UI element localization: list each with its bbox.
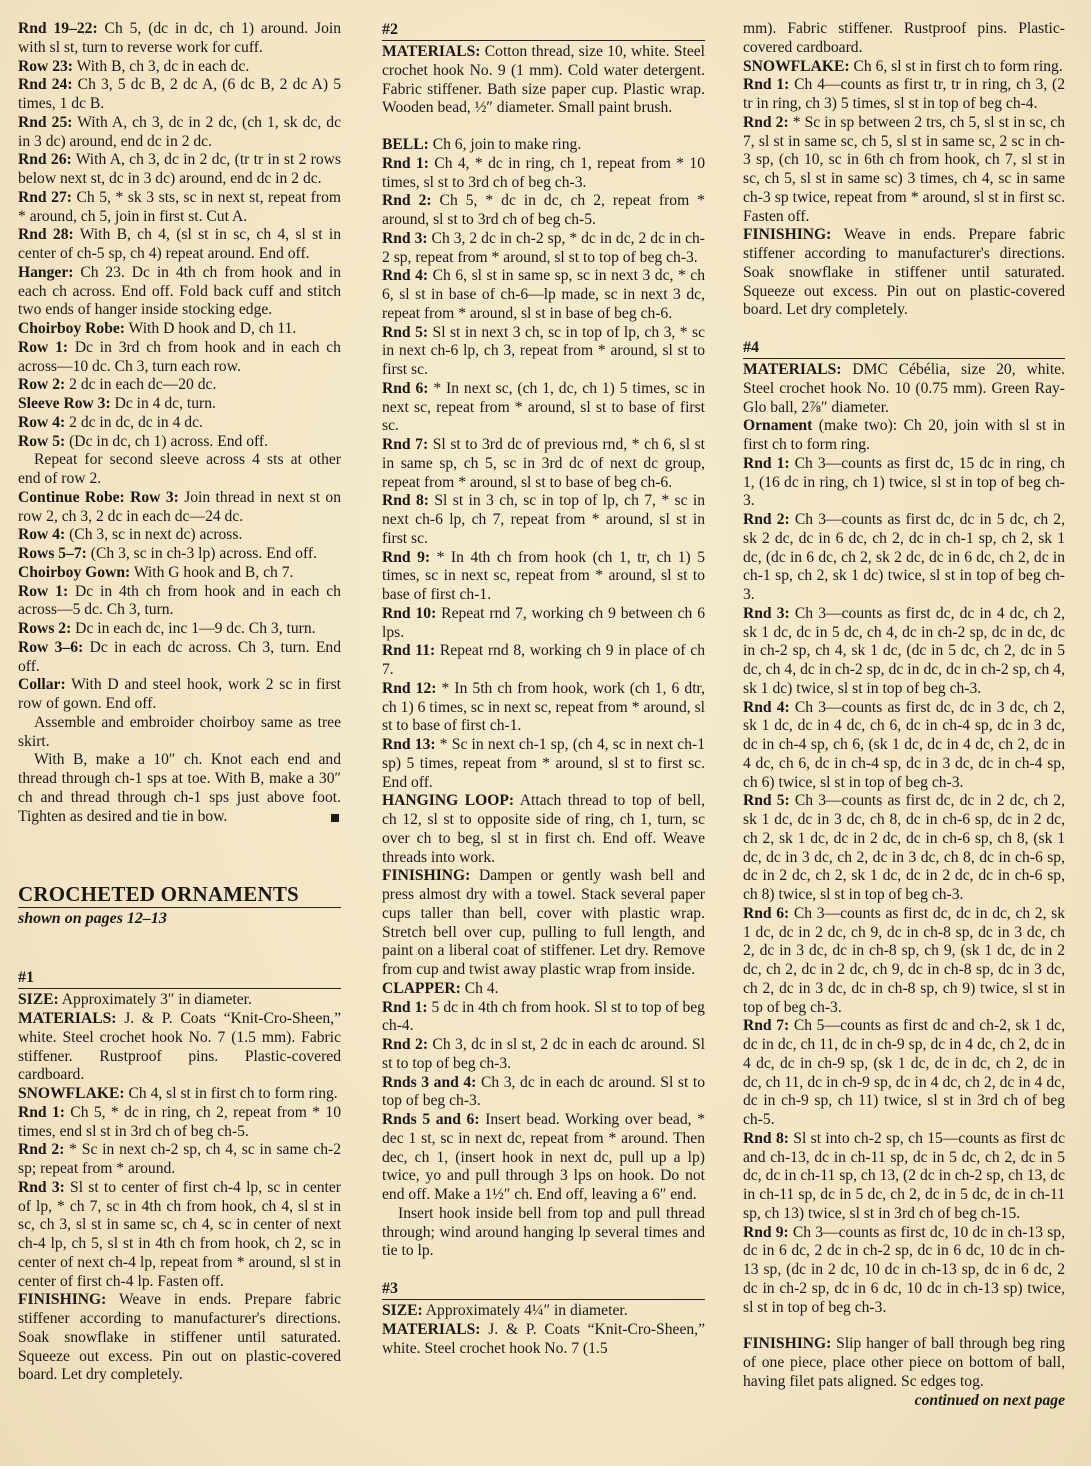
instruction-label: FINISHING:	[18, 1291, 107, 1309]
instruction-label: CLAPPER:	[382, 979, 461, 997]
instruction-label: Rnd 8:	[382, 492, 429, 510]
instruction-text: J. & P. Coats “Knit-Cro-Sheen,” white. Steel crochet hook No. 7 (1.5 mm). Fabric stiffener. Rustproof pins. Plastic-covered cardboard.	[18, 1010, 341, 1084]
instruction-text: * Sc in next ch-1 sp, (ch 4, sc in next ch-1 sp) 5 times, repeat from * around, sl st to first sc. End off.	[382, 736, 705, 791]
instruction-paragraph	[18, 545, 341, 564]
instruction-paragraph	[743, 114, 1065, 227]
instruction-label: Rnd 3:	[382, 229, 428, 247]
instruction-label: MATERIALS:	[382, 1320, 481, 1338]
instruction-label: Collar:	[18, 676, 66, 694]
instruction-label: Rnd 19–22:	[18, 20, 98, 37]
instruction-label: Rnd 4:	[743, 698, 790, 716]
section-subtitle: shown on pages 12–13	[18, 910, 167, 928]
instruction-label: SNOWFLAKE:	[18, 1085, 125, 1102]
instruction-paragraph	[18, 714, 341, 752]
column-left	[18, 20, 341, 1385]
instruction-label: Rnd 5:	[382, 323, 429, 341]
instruction-label: Rnd 1:	[382, 998, 428, 1016]
instruction-paragraph	[382, 642, 705, 680]
instruction-paragraph	[743, 1130, 1065, 1224]
instruction-label: Rows 2:	[18, 620, 72, 637]
instruction-label: Rnd 1:	[382, 154, 429, 172]
instruction-paragraph	[18, 414, 341, 433]
instruction-label: Rnd 1:	[743, 76, 790, 94]
instruction-paragraph	[382, 155, 705, 193]
instruction-label: Rnd 8:	[743, 1129, 789, 1147]
instruction-text: With B, make a 10″ ch. Knot each end and thread through ch-1 sps at toe. With B, make a 30″ ch and thread through ch-1 sps just above foot. Tighten as desired and tie in bow.	[18, 751, 341, 825]
instruction-text: Ch 3, dc in sl st, 2 dc in each dc around. Sl st to top of beg ch-3.	[382, 1036, 705, 1072]
instruction-label: SIZE:	[18, 991, 59, 1009]
instruction-text: Ch 3, 2 dc in ch-2 sp, * dc in dc, 2 dc in ch-2 sp, repeat from * around, sl st to top of beg ch-3.	[382, 229, 705, 266]
instruction-label: Row 3–6:	[18, 638, 84, 656]
instruction-text: With D and steel hook, work 2 sc in first row of gown. End off.	[18, 676, 341, 712]
instruction-paragraph	[18, 339, 341, 377]
instruction-text: Ch 5, * dc in dc, ch 2, repeat from * around, sl st to 3rd ch of beg ch-5.	[382, 192, 705, 228]
instruction-text: 2 dc in each dc—20 dc.	[65, 376, 217, 394]
instruction-label: Rnd 7:	[743, 1017, 790, 1035]
instruction-paragraph	[18, 751, 341, 826]
instruction-text: Attach thread to top of bell, ch 12, sl st to opposite side of ring, ch 1, turn, sc over ch to beg, sl st in first ch. End off. Weave threads into work.	[382, 792, 705, 866]
instruction-label: FINISHING:	[743, 1335, 832, 1353]
instruction-label: SNOWFLAKE:	[743, 57, 850, 75]
ornament-2-heading: #2	[382, 20, 705, 41]
instruction-text: (Ch 3, sc in ch-3 lp) across. End off.	[86, 545, 317, 562]
instruction-label: Row 1:	[18, 338, 69, 356]
instruction-paragraph	[18, 320, 341, 339]
instruction-paragraph	[18, 433, 341, 452]
instruction-paragraph	[18, 1179, 341, 1292]
instruction-text: Ch 3—counts as first dc, 15 dc in ring, ch 1, (16 dc in ring, ch 1) twice, sl st in top of beg ch-3.	[743, 454, 1065, 510]
instruction-text: Ch 3, dc in each dc around. Sl st to top of beg ch-3.	[382, 1073, 705, 1110]
instruction-paragraph	[382, 230, 705, 268]
instruction-paragraph	[382, 380, 705, 436]
instruction-label: MATERIALS:	[382, 43, 481, 60]
instruction-paragraph	[743, 455, 1065, 511]
instruction-label: Rnd 6:	[743, 904, 790, 922]
instruction-label: Rnd 9:	[382, 548, 431, 566]
instruction-text: * In 4th ch from hook (ch 1, tr, ch 1) 5 times, sc in next sc, repeat from * around, sl st to base of first ch-1.	[382, 548, 706, 603]
instruction-text: Dc in each dc, inc 1—9 dc. Ch 3, turn.	[71, 620, 316, 637]
instruction-text: With A, ch 3, dc in 2 dc, (ch 1, sk dc, dc in 3 dc) around, end dc in 2 dc.	[18, 113, 341, 150]
instruction-text: * Sc in sp between 2 trs, ch 5, sl st in sc, ch 7, sl st in same sc, ch 5, sl st in same sc, 2 sc in ch-3 sp, (ch 10, sc in 6th ch from hook, ch 7, sl st in sc, ch 5, sl st in same sc) 3 times, ch 4, sc in same ch-3 sp twice, repeat from * around, sl st in first sc. Fasten off.	[743, 113, 1065, 225]
instruction-text: With A, ch 3, dc in 2 dc, (tr tr in st 2 rows below next st, dc in 3 dc) around, end dc in 2 dc.	[18, 151, 342, 187]
instruction-text: Ch 3—counts as first dc, dc in 5 dc, ch 2, sk 2 dc, dc in 6 dc, ch 2, dc in ch-1 sp, ch 2, sk 1 dc, (dc in 6 dc, ch 2, sk 2 dc, dc in 6 dc, ch 2, dc in ch-1 sp, ch 2, sk 1 dc) twice, sl st in top of beg ch-3.	[743, 511, 1065, 603]
instruction-text: (Ch 3, sc in next dc) across.	[65, 526, 243, 544]
instruction-paragraph	[18, 1085, 341, 1104]
instruction-paragraph	[743, 226, 1065, 320]
instruction-label: Sleeve Row 3:	[18, 395, 111, 412]
instruction-text: Ch 5, * dc in ring, ch 2, repeat from * 10 times, end sl st in 3rd ch of beg ch-5.	[18, 1103, 341, 1140]
instruction-text: (make two): Ch 20, join with sl st in first ch to form ring.	[743, 417, 1065, 453]
instruction-paragraph	[382, 1036, 705, 1074]
instruction-paragraph	[18, 526, 341, 545]
instruction-paragraph	[743, 20, 1065, 58]
instruction-label: Rnd 2:	[743, 511, 790, 528]
instruction-label: Rnd 5:	[743, 792, 790, 810]
instruction-label: Rnd 6:	[382, 379, 429, 397]
instruction-paragraph	[743, 1224, 1065, 1318]
instruction-paragraph	[743, 511, 1065, 605]
instruction-paragraph	[743, 417, 1065, 455]
instruction-text: Ch 3—counts as first dc, dc in 4 dc, ch 2, sk 1 dc, dc in 5 dc, ch 4, dc in ch-2 sp, dc in dc, dc in ch-2 sp, ch 4, sk 1 dc, (dc in 5 dc, ch 2, dc in 5 dc, ch 4, dc in ch-2 sp, dc in dc, dc in ch-2 sp, ch 4, sk 1 dc) twice, sl st in top of beg ch-3.	[743, 604, 1065, 697]
instruction-paragraph	[18, 151, 341, 189]
instruction-paragraph	[382, 1074, 705, 1112]
instruction-paragraph	[18, 1010, 341, 1085]
instruction-paragraph	[18, 1291, 341, 1385]
instruction-paragraph	[382, 1205, 705, 1261]
ornament-3-heading: #3	[382, 1279, 705, 1300]
instruction-paragraph	[18, 76, 341, 114]
instruction-paragraph	[18, 639, 341, 677]
instruction-label: Rnd 2:	[382, 1036, 429, 1053]
instruction-label: Rnd 1:	[743, 454, 790, 472]
instruction-label: Row 4:	[18, 413, 66, 431]
instruction-label: Row 4:	[18, 526, 66, 544]
instruction-paragraph	[18, 395, 341, 414]
instruction-label: FINISHING:	[743, 226, 832, 244]
instruction-paragraph	[382, 980, 705, 999]
instruction-label: Rnd 9:	[743, 1223, 789, 1241]
instruction-text: Sl st in 3 ch, sc in top of lp, ch 7, * sc in next ch-6 lp, ch 7, repeat from * around, sl st in first sc.	[382, 492, 705, 547]
instruction-label: Row 5:	[18, 432, 66, 450]
instruction-paragraph	[382, 1302, 705, 1321]
instruction-text: Ch 6, sl st in first ch to form ring.	[849, 57, 1063, 75]
instruction-paragraph	[743, 905, 1065, 1018]
instruction-paragraph	[382, 736, 705, 792]
instruction-text: Insert bead. Working over bead, * dec 1 st, sc in next dc, repeat from * around. Then dec, ch 1, (insert hook in next dc, pull up a lp) twice, yo and pull through 3 lps on hook. Do not end off. Make a 1½″ ch. End off, leaving a 6″ end.	[382, 1111, 705, 1203]
instruction-text: DMC Cébélia, size 20, white. Steel crochet hook No. 10 (0.75 mm). Green Ray-Glo ball, 2⅞″ diameter.	[743, 361, 1065, 416]
column-right	[743, 20, 1065, 1410]
instruction-text: Dc in each dc across. Ch 3, turn. End off.	[18, 638, 341, 675]
instruction-text: With D hook and D, ch 11.	[125, 320, 297, 337]
instruction-text: mm). Fabric stiffener. Rustproof pins. Plastic-covered cardboard.	[743, 20, 1065, 56]
instruction-text: Ch 23. Dc in 4th ch from hook and in each ch across. End off. Fold back cuff and stitch two ends of hanger inside stocking edge.	[18, 263, 341, 319]
instruction-text: Ch 5, (dc in dc, ch 1) around. Join with sl st, turn to reverse work for cuff.	[18, 20, 341, 56]
instruction-text: * In next sc, (ch 1, dc, ch 1) 5 times, sc in next sc, repeat from * around, sl st to base of first sc.	[382, 379, 705, 435]
instruction-paragraph	[743, 1335, 1065, 1391]
instruction-text: Insert hook inside bell from top and pull thread through; wind around hanging lp several times and tie to lp.	[382, 1204, 705, 1260]
instruction-label: Ornament	[743, 417, 813, 435]
instruction-paragraph	[382, 549, 705, 605]
end-square-icon	[331, 814, 339, 822]
instruction-label: Row 2:	[18, 376, 66, 394]
instruction-text: With B, ch 4, (sl st in sc, ch 4, sl st in center of ch-5 sp, ch 4) repeat around. End off.	[18, 226, 341, 262]
instruction-label: Choirboy Robe:	[18, 320, 125, 337]
instruction-text: Repeat rnd 7, working ch 9 between ch 6 lps.	[382, 604, 705, 641]
instruction-text: Weave in ends. Prepare fabric stiffener according to manufacturer's directions. Soak snowflake in stiffener until saturated. Squeeze out excess. Pin out on plastic-covered board. Let dry completely.	[743, 226, 1065, 319]
ornament-4-finishing	[743, 1335, 1065, 1391]
instruction-text: (Dc in dc, ch 1) across. End off.	[65, 432, 269, 450]
instruction-text: Join thread in next st on row 2, ch 3, 2 dc in each dc—24 dc.	[18, 488, 341, 525]
instruction-text: Sl st in next 3 ch, sc in top of lp, ch 3, * sc in next ch-6 lp, ch 3, repeat from * around, sl st to first sc.	[382, 323, 705, 378]
instruction-paragraph	[743, 792, 1065, 905]
instruction-text: J. & P. Coats “Knit-Cro-Sheen,” white. Steel crochet hook No. 7 (1.5	[382, 1320, 705, 1357]
instruction-label: Rnd 25:	[18, 113, 73, 131]
instruction-text: Ch 3—counts as first dc, dc in dc, ch 2, sk 1 dc, dc in 2 dc, ch 9, dc in ch-8 sp, dc in 3 dc, ch 2, dc in 3 dc, dc in ch-8 sp, ch 9, (sk 1 dc, dc in 2 dc, ch 2, dc in 2 dc, ch 9, dc in ch-8 sp, dc in 3 dc, ch 2, dc in 3 dc, dc in ch-8 sp, ch 9) twice, sl st in top of beg ch-3.	[743, 904, 1065, 1016]
ornament-1-instructions	[18, 991, 341, 1385]
instruction-paragraph	[743, 1017, 1065, 1130]
instruction-text: With B, ch 3, dc in each dc.	[73, 57, 250, 75]
instruction-text: Ch 4, * dc in ring, ch 1, repeat from * 10 times, sl st to 3rd ch of beg ch-3.	[382, 154, 705, 191]
instruction-text: Sl st to center of first ch-4 lp, sc in center of lp, * ch 7, sc in 4th ch from hook, ch 4, sl st in sc, ch 3, sl st in same sc, ch 4, sc in center of next ch-4 lp, ch 5, sl st in 4th ch from hook, ch 2, sc in center of next ch-4 lp, repeat from * around, sl st in center of first ch-4 lp. Fasten off.	[18, 1178, 341, 1290]
instruction-text: Assemble and embroider choirboy same as tree skirt.	[18, 713, 341, 750]
instruction-paragraph	[18, 583, 341, 621]
instruction-text: * Sc in next ch-2 sp, ch 4, sc in same ch-2 sp; repeat from * around.	[18, 1141, 341, 1177]
instruction-label: Hanger:	[18, 263, 74, 281]
instruction-paragraph	[382, 192, 705, 230]
instruction-label: MATERIALS:	[743, 361, 842, 378]
instruction-text: Repeat for second sleeve across 4 sts at other end of row 2.	[18, 451, 341, 487]
instruction-paragraph	[18, 1141, 341, 1179]
instruction-paragraph	[382, 136, 705, 155]
instruction-paragraph	[18, 264, 341, 320]
instruction-label: Rnd 3:	[18, 1178, 65, 1196]
instruction-text: Slip hanger of ball through beg ring of one piece, place other piece on bottom of ball, having filet pats aligned. Sc edges tog.	[743, 1335, 1065, 1390]
instruction-text: 2 dc in dc, dc in 4 dc.	[65, 413, 203, 431]
instruction-label: Rnd 2:	[743, 113, 789, 131]
instruction-text: Dc in 4th ch from hook and in each ch across—5 dc. Ch 3, turn.	[18, 582, 341, 619]
instruction-label: BELL:	[382, 136, 429, 153]
instruction-label: Rnd 2:	[18, 1141, 65, 1159]
instruction-text: * In 5th ch from hook, work (ch 1, 6 dtr, ch 1) 6 times, sc in next sc, repeat from * around, sl st to base of first ch-1.	[382, 679, 705, 735]
instruction-paragraph	[18, 620, 341, 639]
instruction-paragraph	[18, 1104, 341, 1142]
instruction-label: Rnd 2:	[382, 192, 432, 210]
instruction-label: HANGING LOOP:	[382, 792, 515, 810]
instruction-paragraph	[743, 58, 1065, 77]
instruction-text: 5 dc in 4th ch from hook. Sl st to top of beg ch-4.	[382, 998, 705, 1035]
instruction-text: Sl st to 3rd dc of previous rnd, * ch 6, sl st in same sp, ch 5, sc in 3rd dc of next dc group, repeat from * around, sl st to base of beg ch-6.	[382, 436, 706, 491]
instruction-label: Rnd 1:	[18, 1103, 65, 1121]
instruction-text: Sl st into ch-2 sp, ch 15—counts as first dc and ch-13, dc in ch-11 sp, dc in 5 dc, ch 2, dc in 5 dc, dc in ch-11 sp, ch 13, (2 dc in ch-2 sp, ch 13, dc in ch-11 sp, dc in 5 dc, ch 2, dc in 5 dc, dc in ch-11 sp, ch 13) twice, sl st in 3rd ch of beg ch-15.	[743, 1129, 1065, 1222]
instruction-text: Approximately 4¼″ in diameter.	[422, 1302, 628, 1319]
instruction-paragraph	[382, 1111, 705, 1205]
instruction-paragraph	[18, 58, 341, 77]
instruction-paragraph	[382, 867, 705, 980]
instruction-label: FINISHING:	[382, 867, 471, 885]
instruction-label: Rnd 3:	[743, 604, 790, 622]
instruction-text: Ch 3, 5 dc B, 2 dc A, (6 dc B, 2 dc A) 5 times, 1 dc B.	[18, 76, 341, 112]
instruction-paragraph	[382, 436, 705, 492]
instruction-text: Cotton thread, size 10, white. Steel crochet hook No. 9 (1 mm). Cold water detergent. Fabric stiffener. Bath size paper cup. Plastic wrap. Wooden bead, ½″ diameter. Small paint brush.	[382, 43, 705, 117]
instruction-paragraph	[382, 43, 705, 118]
instruction-text: Weave in ends. Prepare fabric stiffener according to manufacturer's directions. Soak snowflake in stiffener until saturated. Squeeze out excess. Pin out on plastic-covered board. Let dry completely.	[18, 1291, 341, 1384]
instruction-text: Ch 4—counts as first tr, tr in ring, ch 3, (2 tr in ring, ch 3) 5 times, sl st in top of beg ch-4.	[743, 76, 1065, 112]
instruction-label: Rnd 26:	[18, 151, 72, 169]
instruction-label: Rnd 12:	[382, 679, 437, 697]
instruction-label: Rnd 7:	[382, 436, 429, 453]
instruction-text: Dampen or gently wash bell and press almost dry with a towel. Stack several paper cups taller than bell, cover with plastic wrap. Stretch bell over cup, pulling to full length, and paint on a liberal coat of stiffener. Let dry. Remove from cup and twist away plastic wrap from inside.	[382, 867, 705, 978]
instruction-label: Rnd 24:	[18, 76, 73, 94]
instruction-paragraph	[18, 376, 341, 395]
instruction-paragraph	[382, 324, 705, 380]
instruction-label: Rnd 28:	[18, 226, 74, 244]
instruction-label: Rnd 11:	[382, 642, 436, 660]
instruction-text: Ch 3—counts as first dc, dc in 2 dc, ch 2, sk 1 dc, dc in 3 dc, ch 8, dc in ch-6 sp, dc in 2 dc, ch 2, sk 1 dc, dc in 2 dc, dc in ch-6 sp, ch 8, (sk 1 dc, dc in 3 dc, ch 2, dc in 3 dc, ch 8, dc in ch-6 sp, dc in 2 dc, ch 2, sk 1 dc, dc in 2 dc, dc in ch-6 sp, ch 8) twice, sl st in top of beg ch-3.	[743, 792, 1065, 903]
instruction-paragraph	[18, 189, 341, 227]
instruction-text: Ch 3—counts as first dc, 10 dc in ch-13 sp, dc in 6 dc, 2 dc in ch-2 sp, dc in 6 dc, 10 dc in ch-13 sp, (dc in 2 dc, 10 dc in ch-13 sp, dc in 6 dc, 2 dc in ch-2 sp, dc in 6 dc, 10 dc in ch-13 sp) twice, sl st in top of beg ch-3.	[743, 1223, 1065, 1316]
instruction-text: Ch 6, sl st in same sp, sc in next 3 dc, * ch 6, sl st in base of ch-6—lp made, sc in next 3 dc, repeat from * around, sl st in base of beg ch-6.	[382, 267, 705, 322]
column-middle	[382, 20, 705, 1358]
instruction-label: Rnds 5 and 6:	[382, 1111, 480, 1128]
ornament-2-materials	[382, 43, 705, 118]
instruction-paragraph	[743, 699, 1065, 793]
instruction-label: Choirboy Gown:	[18, 563, 131, 581]
instruction-paragraph	[18, 991, 341, 1010]
instruction-paragraph	[382, 792, 705, 867]
ornament-1-heading: #1	[18, 968, 341, 989]
instruction-text: Dc in 4 dc, turn.	[110, 395, 216, 412]
instruction-text: Ch 5, * sk 3 sts, sc in next st, repeat from * around, ch 5, join in first st. Cut A.	[18, 188, 341, 225]
instruction-paragraph	[382, 267, 705, 323]
instruction-label: Rnds 3 and 4:	[382, 1073, 477, 1091]
instruction-paragraph	[382, 492, 705, 548]
instruction-paragraph	[18, 114, 341, 152]
instruction-label: Continue Robe: Row 3:	[18, 488, 179, 506]
instruction-text: Ch 3—counts as first dc, dc in 3 dc, ch 2, sk 1 dc, dc in 4 dc, ch 6, dc in ch-4 sp, dc in 3 dc, dc in ch-4 sp, ch 6, (sk 1 dc, dc in 4 dc, ch 2, dc in 4 dc, ch 6, dc in ch-4 sp, dc in 3 dc, dc in ch-4 sp, ch 6) twice, sl st in top of beg ch-3.	[743, 698, 1065, 791]
instruction-paragraph	[18, 451, 341, 489]
instruction-label: SIZE:	[382, 1302, 423, 1319]
instruction-paragraph	[382, 605, 705, 643]
instruction-paragraph	[743, 76, 1065, 114]
section-title: CROCHETED ORNAMENTS	[18, 882, 341, 908]
instruction-label: MATERIALS:	[18, 1010, 117, 1027]
instruction-text: Ch 4, sl st in first ch to form ring.	[124, 1085, 338, 1102]
instruction-paragraph	[18, 489, 341, 527]
instruction-paragraph	[382, 1321, 705, 1359]
instruction-text: Dc in 3rd ch from hook and in each ch across—10 dc. Ch 3, turn each row.	[18, 338, 341, 375]
instruction-text: Ch 5—counts as first dc and ch-2, sk 1 dc, dc in dc, ch 11, dc in ch-9 sp, dc in 4 dc, ch 2, dc in 4 dc, dc in ch-9 sp, (sk 1 dc, dc in dc, ch 2, dc in dc, ch 11, dc in ch-9 sp, dc in 4 dc, ch 2, dc in 4 dc, dc in ch-9 sp, ch 11) twice, sl st in 3rd ch of beg ch-5.	[743, 1017, 1066, 1128]
instruction-label: Row 23:	[18, 57, 74, 75]
ornament-3-instructions	[382, 1302, 705, 1358]
instruction-text: Ch 4.	[460, 979, 499, 997]
instruction-text: Ch 6, join to make ring.	[428, 136, 582, 153]
instruction-label: Row 1:	[18, 582, 69, 600]
instruction-paragraph	[743, 605, 1065, 699]
instruction-text: Repeat rnd 8, working ch 9 in place of ch 7.	[382, 642, 705, 678]
instruction-text: Approximately 3″ in diameter.	[58, 991, 252, 1009]
instruction-label: Rnd 10:	[382, 604, 437, 622]
instruction-paragraph	[743, 361, 1065, 417]
continued-note: continued on next page	[914, 1391, 1065, 1409]
instruction-paragraph	[18, 20, 341, 58]
ornament-4-instructions	[743, 361, 1065, 1317]
instruction-paragraph	[18, 676, 341, 714]
instruction-label: Rnd 27:	[18, 188, 72, 206]
ornament-4-heading: #4	[743, 338, 1065, 359]
instruction-text: With G hook and B, ch 7.	[130, 563, 294, 581]
instruction-paragraph	[382, 999, 705, 1037]
instruction-paragraph	[18, 226, 341, 264]
instruction-paragraph	[382, 680, 705, 736]
ornament-2-instructions	[382, 136, 705, 1261]
stocking-instructions	[18, 20, 341, 826]
ornament-3-instructions-continued	[743, 20, 1065, 320]
instruction-label: Rnd 13:	[382, 736, 436, 753]
instruction-paragraph	[18, 564, 341, 583]
instruction-label: Rnd 4:	[382, 267, 429, 285]
instruction-label: Rows 5–7:	[18, 545, 87, 562]
